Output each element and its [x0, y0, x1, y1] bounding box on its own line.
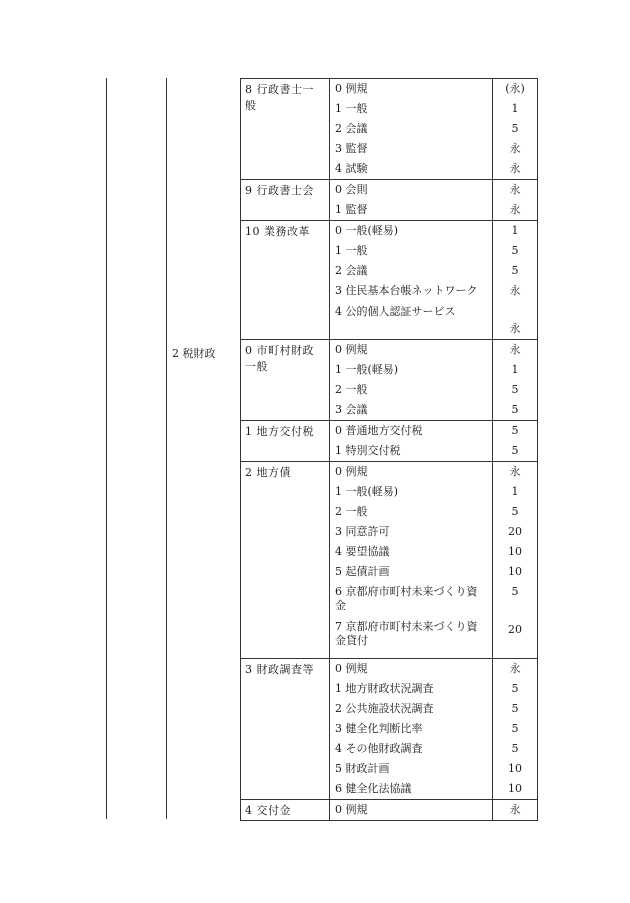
mid-category-row [241, 659, 538, 800]
minor-category-label: 0 普通地方交付税 [335, 424, 423, 437]
minor-category-label: 3 監督 [335, 142, 368, 155]
retention-period-cell [493, 79, 538, 180]
mid-category-label: 0 市町村財政一般 [245, 344, 314, 373]
minor-category-cell [330, 462, 493, 659]
minor-category-label: 0 一般(軽易) [335, 224, 399, 237]
mid-category-cell [241, 800, 330, 821]
minor-category-label: 2 会議 [335, 122, 368, 135]
retention-period-value: (永) [505, 82, 525, 95]
retention-period-value: 永 [509, 203, 521, 216]
retention-period-value: 永 [509, 142, 521, 155]
minor-category-cell [330, 180, 493, 221]
retention-period-value: 永 [509, 803, 521, 816]
mid-category-row [241, 180, 538, 221]
minor-category-label: 2 会議 [335, 264, 368, 277]
retention-period-value: 5 [511, 444, 519, 457]
minor-category-label: 0 会則 [335, 183, 368, 196]
minor-category-label: 1 一般(軽易) [335, 363, 399, 376]
mid-category-row [241, 79, 538, 180]
minor-category-label: 1 一般 [335, 102, 368, 115]
minor-category-label: 3 住民基本台帳ネットワーク [335, 284, 478, 297]
retention-period-value: 5 [511, 244, 519, 257]
mid-category-cell [241, 421, 330, 462]
retention-period-value: 5 [511, 585, 519, 598]
minor-category-label: 6 京都府市町村未来づくり資金 [335, 585, 478, 612]
minor-category-label: 0 例規 [335, 82, 368, 95]
minor-category-label: 2 一般 [335, 505, 368, 518]
mid-category-row [241, 221, 538, 340]
minor-category-label: 7 京都府市町村未来づくり資金貸付 [335, 620, 478, 647]
minor-category-cell [330, 221, 493, 340]
retention-period-value: 5 [511, 122, 519, 135]
mid-category-label: 1 地方交付税 [245, 425, 314, 438]
minor-category-label: 0 例規 [335, 662, 368, 675]
column-rule-2 [166, 78, 167, 819]
minor-category-label: 3 同意許可 [335, 525, 390, 538]
retention-period-cell [493, 221, 538, 340]
minor-category-cell [330, 421, 493, 462]
minor-category-label: 0 例規 [335, 803, 368, 816]
mid-category-label: 3 財政調査等 [245, 663, 314, 676]
retention-period-value: 永 [509, 183, 521, 196]
minor-category-label: 4 要望協議 [335, 545, 390, 558]
retention-period-value: 1 [511, 224, 519, 237]
minor-category-cell [330, 340, 493, 421]
minor-category-label: 6 健全化法協議 [335, 782, 412, 795]
minor-category-label: 5 財政計画 [335, 762, 390, 775]
retention-period-value: 5 [511, 505, 519, 518]
mid-category-label: 10 業務改革 [245, 225, 310, 238]
minor-category-label: 2 公共施設状況調査 [335, 702, 434, 715]
column-rule-1 [106, 78, 107, 819]
mid-category-row [241, 421, 538, 462]
minor-category-label: 3 健全化判断比率 [335, 722, 423, 735]
minor-category-cell [330, 800, 493, 821]
retention-period-value: 20 [508, 623, 522, 636]
retention-period-value: 5 [511, 742, 519, 755]
retention-period-value: 10 [508, 782, 522, 795]
minor-category-label: 1 一般(軽易) [335, 485, 399, 498]
minor-category-label: 4 公的個人認証サービス [335, 305, 456, 318]
retention-period-value: 10 [508, 565, 522, 578]
minor-category-label: 1 監督 [335, 203, 368, 216]
retention-period-cell [493, 421, 538, 462]
minor-category-label: 4 試験 [335, 162, 368, 175]
retention-period-cell [493, 659, 538, 800]
major-category-label: 2 税財政 [172, 347, 216, 360]
minor-category-label: 1 特別交付税 [335, 444, 401, 457]
mid-category-label: 8 行政書士一般 [245, 83, 314, 112]
retention-period-value: 10 [508, 545, 522, 558]
retention-period-value: 5 [511, 682, 519, 695]
retention-period-value: 永 [509, 343, 521, 356]
retention-period-value: 1 [511, 363, 519, 376]
mid-category-label: 2 地方債 [245, 466, 291, 479]
retention-period-value: 永 [509, 162, 521, 175]
retention-period-value: 永 [509, 465, 521, 478]
mid-category-cell [241, 79, 330, 180]
mid-category-cell [241, 659, 330, 800]
mid-category-row [241, 462, 538, 659]
mid-category-row [241, 340, 538, 421]
minor-category-cell [330, 79, 493, 180]
retention-period-cell [493, 800, 538, 821]
retention-period-value: 5 [511, 424, 519, 437]
mid-category-cell [241, 180, 330, 221]
retention-period-value: 5 [511, 383, 519, 396]
retention-period-value: 永 [509, 662, 521, 675]
retention-schedule-table [240, 78, 538, 821]
mid-category-cell [241, 340, 330, 421]
mid-category-row [241, 800, 538, 821]
retention-period-cell [493, 180, 538, 221]
mid-category-label: 9 行政書士会 [245, 184, 314, 197]
retention-period-cell [493, 340, 538, 421]
retention-period-value: 10 [508, 762, 522, 775]
minor-category-cell [330, 659, 493, 800]
retention-period-value: 永 [509, 284, 521, 297]
minor-category-label: 4 その他財政調査 [335, 742, 423, 755]
retention-period-value: 5 [511, 722, 519, 735]
retention-period-value: 20 [508, 525, 522, 538]
retention-period-value: 5 [511, 403, 519, 416]
retention-period-value: 5 [511, 702, 519, 715]
minor-category-label: 1 一般 [335, 244, 368, 257]
retention-period-cell [493, 462, 538, 659]
minor-category-label: 2 一般 [335, 383, 368, 396]
minor-category-label: 5 起債計画 [335, 565, 390, 578]
minor-category-label: 1 地方財政状況調査 [335, 682, 434, 695]
minor-category-label: 0 例規 [335, 343, 368, 356]
mid-category-label: 4 交付金 [245, 804, 291, 817]
retention-period-value: 1 [511, 485, 519, 498]
minor-category-label: 0 例規 [335, 465, 368, 478]
retention-period-value: 1 [511, 102, 519, 115]
mid-category-cell [241, 462, 330, 659]
mid-category-cell [241, 221, 330, 340]
minor-category-label: 3 会議 [335, 403, 368, 416]
retention-period-value: 5 [511, 264, 519, 277]
retention-period-value: 永 [509, 322, 521, 335]
